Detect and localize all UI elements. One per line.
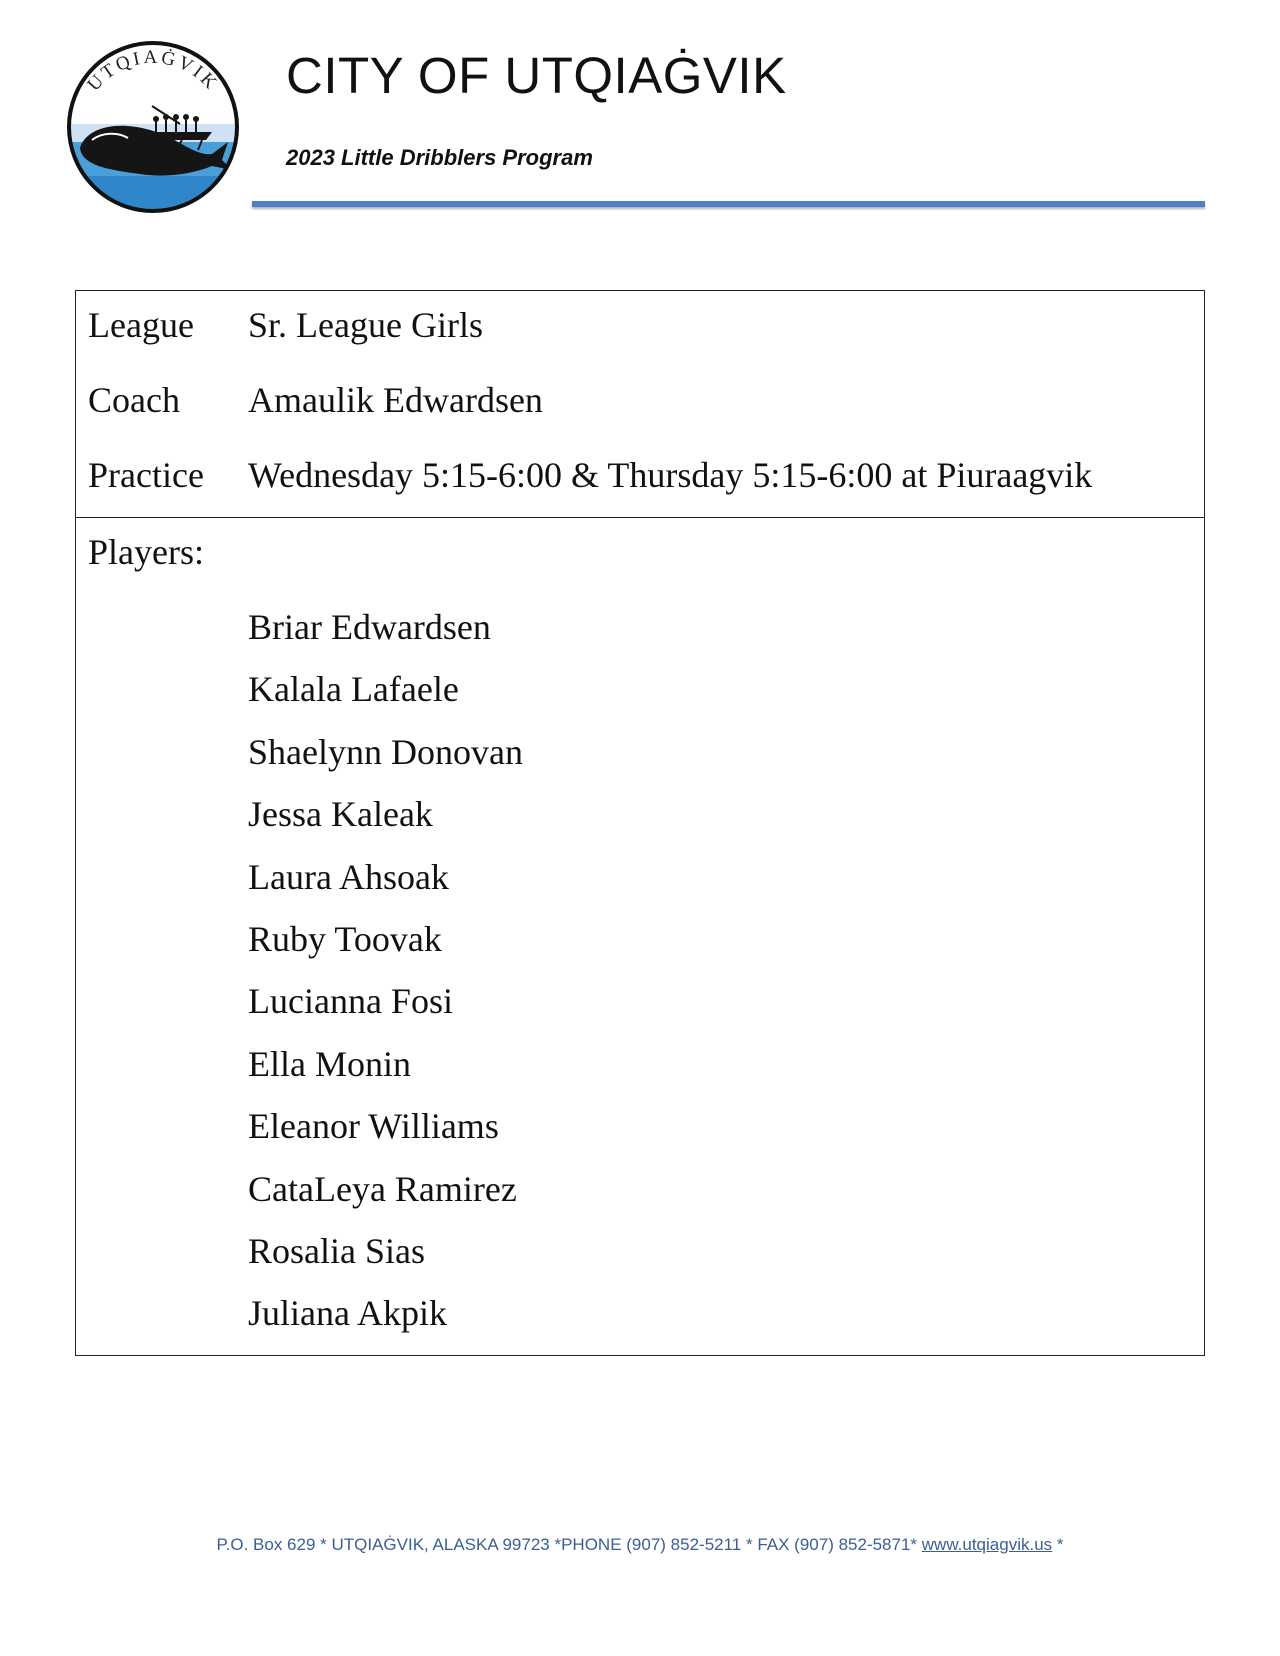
website-link[interactable]: www.utqiagvik.us [921, 1535, 1053, 1554]
practice-label: Practice [88, 455, 204, 495]
player-name: Shaelynn Donovan [248, 731, 523, 772]
player-name: Ella Monin [248, 1043, 411, 1084]
player-name: Briar Edwardsen [248, 607, 491, 647]
player-name: Rosalia Sias [248, 1230, 425, 1271]
player-name: Ruby Toovak [248, 918, 442, 959]
boat-icon [148, 132, 212, 140]
coach-label: Coach [88, 380, 180, 420]
league-value: Sr. League Girls [248, 305, 483, 345]
program-subtitle: 2023 Little Dribblers Program [286, 145, 593, 170]
coach-value: Amaulik Edwardsen [248, 380, 543, 420]
league-label: League [88, 305, 194, 345]
player-name: Jessa Kaleak [248, 794, 433, 835]
player-name: Juliana Akpik [248, 1293, 447, 1334]
player-name: Laura Ahsoak [248, 856, 449, 897]
player-list [248, 609, 523, 1358]
roster-table [75, 290, 1205, 1356]
city-title: CITY OF UTQIAĠVIK [286, 47, 787, 104]
player-name: Lucianna Fosi [248, 981, 453, 1022]
footer-address: P.O. Box 629 * UTQIAĠVIK, ALASKA 99723 *PHONE (907) 852-5211 * FAX (907) 852-5871* [216, 1535, 922, 1554]
player-name: Eleanor Williams [248, 1106, 499, 1147]
player-name: Kalala Lafaele [248, 669, 459, 710]
city-seal-icon [62, 36, 244, 218]
player-name: CataLeya Ramirez [248, 1168, 517, 1209]
header-rule [252, 201, 1205, 207]
seal-ring-text: UTQIAĠVIK [83, 46, 223, 96]
players-label: Players: [88, 532, 204, 572]
footer-contact [0, 1535, 1280, 1555]
footer-trailing: * [1052, 1535, 1064, 1554]
practice-value: Wednesday 5:15-6:00 & Thursday 5:15-6:00 at Piuraagvik [248, 455, 1093, 495]
team-info-section [76, 291, 1204, 518]
